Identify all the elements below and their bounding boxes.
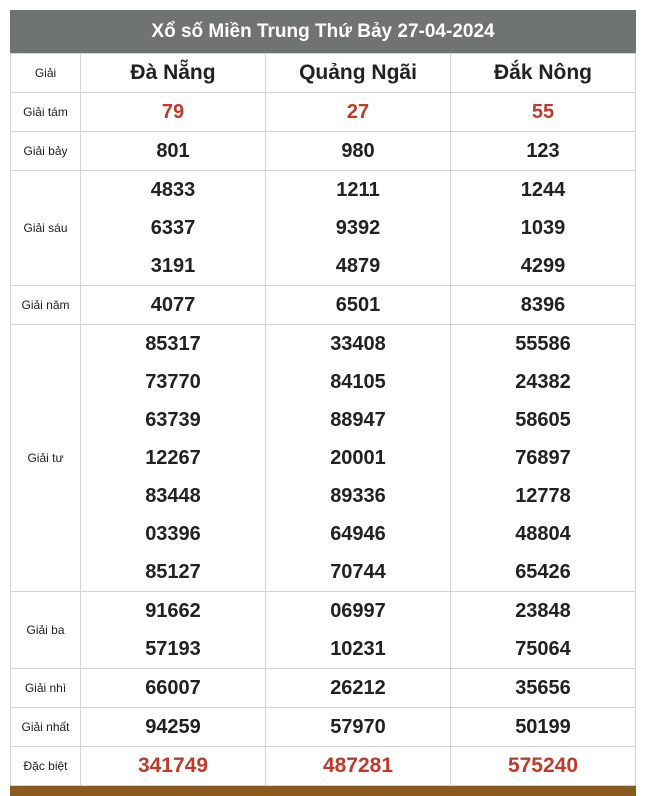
prize-number: 20001: [330, 447, 386, 469]
footer-bar: [10, 786, 636, 796]
prize-number: 84105: [330, 371, 386, 393]
prize-label: Giải tám: [11, 93, 81, 132]
prize-row: [11, 747, 636, 786]
prize-cell: [266, 93, 451, 132]
prize-number: 8396: [520, 294, 566, 316]
prize-number: 27: [346, 101, 370, 123]
prize-number: 26212: [330, 677, 386, 699]
prize-number: 23848: [515, 600, 571, 622]
special-prize-number: 575240: [507, 754, 579, 777]
prize-cell: [451, 592, 636, 669]
province-header: [266, 54, 451, 93]
prize-label: Giải tư: [11, 325, 81, 592]
prize-number: 70744: [330, 561, 386, 583]
special-prize-number: 341749: [137, 754, 209, 777]
prize-cell: [266, 669, 451, 708]
prize-cell: [451, 93, 636, 132]
prize-number: 35656: [515, 677, 571, 699]
prize-number: 1039: [520, 217, 566, 239]
header-row: [11, 54, 636, 93]
prize-cell: [81, 171, 266, 286]
prize-number: 801: [156, 140, 190, 162]
prize-row: [11, 132, 636, 171]
prize-number: 76897: [515, 447, 571, 469]
prize-number: 73770: [145, 371, 201, 393]
prize-number: 63739: [145, 409, 201, 431]
prize-cell: [266, 171, 451, 286]
prize-cell: [451, 708, 636, 747]
prize-row: [11, 708, 636, 747]
prize-number: 33408: [330, 333, 386, 355]
results-container: [10, 10, 636, 786]
prize-number: 6501: [335, 294, 381, 316]
prize-cell: [266, 286, 451, 325]
prize-number: 3191: [150, 255, 196, 277]
special-prize-number: 487281: [322, 754, 394, 777]
prize-label: Giải ba: [11, 592, 81, 669]
province-header: [451, 54, 636, 93]
prize-cell: [451, 325, 636, 592]
prize-number: 12267: [145, 447, 201, 469]
prize-number: 66007: [145, 677, 201, 699]
prize-number: 57193: [145, 638, 201, 660]
prize-row: [11, 592, 636, 669]
prize-number: 6337: [150, 217, 196, 239]
prize-cell: [451, 171, 636, 286]
prize-row: [11, 325, 636, 592]
prize-row: [11, 171, 636, 286]
header-label: Giải: [11, 54, 81, 93]
prize-number: 4299: [520, 255, 566, 277]
prize-number: 58605: [515, 409, 571, 431]
prize-cell: [81, 286, 266, 325]
prize-number: 4833: [150, 179, 196, 201]
prize-cell: [451, 286, 636, 325]
results-title: Xổ số Miền Trung Thứ Bảy 27-04-2024: [10, 10, 636, 53]
prize-cell: [81, 747, 266, 786]
results-table: [10, 53, 636, 786]
prize-cell: [451, 747, 636, 786]
prize-number: 1244: [520, 179, 566, 201]
prize-number: 4879: [335, 255, 381, 277]
prize-number: 88947: [330, 409, 386, 431]
prize-number: 94259: [145, 716, 201, 738]
prize-label: Đặc biệt: [11, 747, 81, 786]
prize-number: 55: [531, 101, 555, 123]
prize-number: 123: [526, 140, 560, 162]
prize-cell: [81, 325, 266, 592]
prize-number: 83448: [145, 485, 201, 507]
prize-number: 4077: [150, 294, 196, 316]
prize-number: 24382: [515, 371, 571, 393]
prize-label: Giải bảy: [11, 132, 81, 171]
prize-label: Giải năm: [11, 286, 81, 325]
prize-cell: [451, 132, 636, 171]
prize-number: 79: [161, 101, 185, 123]
prize-cell: [266, 592, 451, 669]
prize-number: 91662: [145, 600, 201, 622]
prize-number: 50199: [515, 716, 571, 738]
prize-cell: [81, 708, 266, 747]
prize-cell: [266, 747, 451, 786]
prize-cell: [266, 708, 451, 747]
prize-number: 64946: [330, 523, 386, 545]
prize-number: 980: [341, 140, 375, 162]
prize-number: 89336: [330, 485, 386, 507]
prize-cell: [266, 325, 451, 592]
prize-row: [11, 286, 636, 325]
prize-cell: [81, 592, 266, 669]
prize-number: 55586: [515, 333, 571, 355]
prize-label: Giải nhất: [11, 708, 81, 747]
prize-row: [11, 669, 636, 708]
prize-number: 10231: [330, 638, 386, 660]
prize-number: 1211: [336, 179, 380, 201]
prize-cell: [81, 132, 266, 171]
prize-cell: [266, 132, 451, 171]
prize-cell: [81, 669, 266, 708]
prize-number: 85317: [145, 333, 201, 355]
province-name: Quảng Ngãi: [299, 61, 417, 84]
province-name: Đà Nẵng: [130, 61, 216, 84]
prize-row: [11, 93, 636, 132]
prize-label: Giải nhì: [11, 669, 81, 708]
prize-cell: [81, 93, 266, 132]
province-header: [81, 54, 266, 93]
prize-number: 75064: [515, 638, 571, 660]
prize-label: Giải sáu: [11, 171, 81, 286]
prize-cell: [451, 669, 636, 708]
prize-number: 85127: [145, 561, 201, 583]
prize-number: 57970: [330, 716, 386, 738]
prize-number: 03396: [145, 523, 201, 545]
prize-number: 06997: [330, 600, 386, 622]
prize-number: 12778: [515, 485, 571, 507]
prize-number: 65426: [515, 561, 571, 583]
prize-number: 9392: [335, 217, 381, 239]
province-name: Đắk Nông: [493, 61, 592, 84]
prize-number: 48804: [515, 523, 571, 545]
